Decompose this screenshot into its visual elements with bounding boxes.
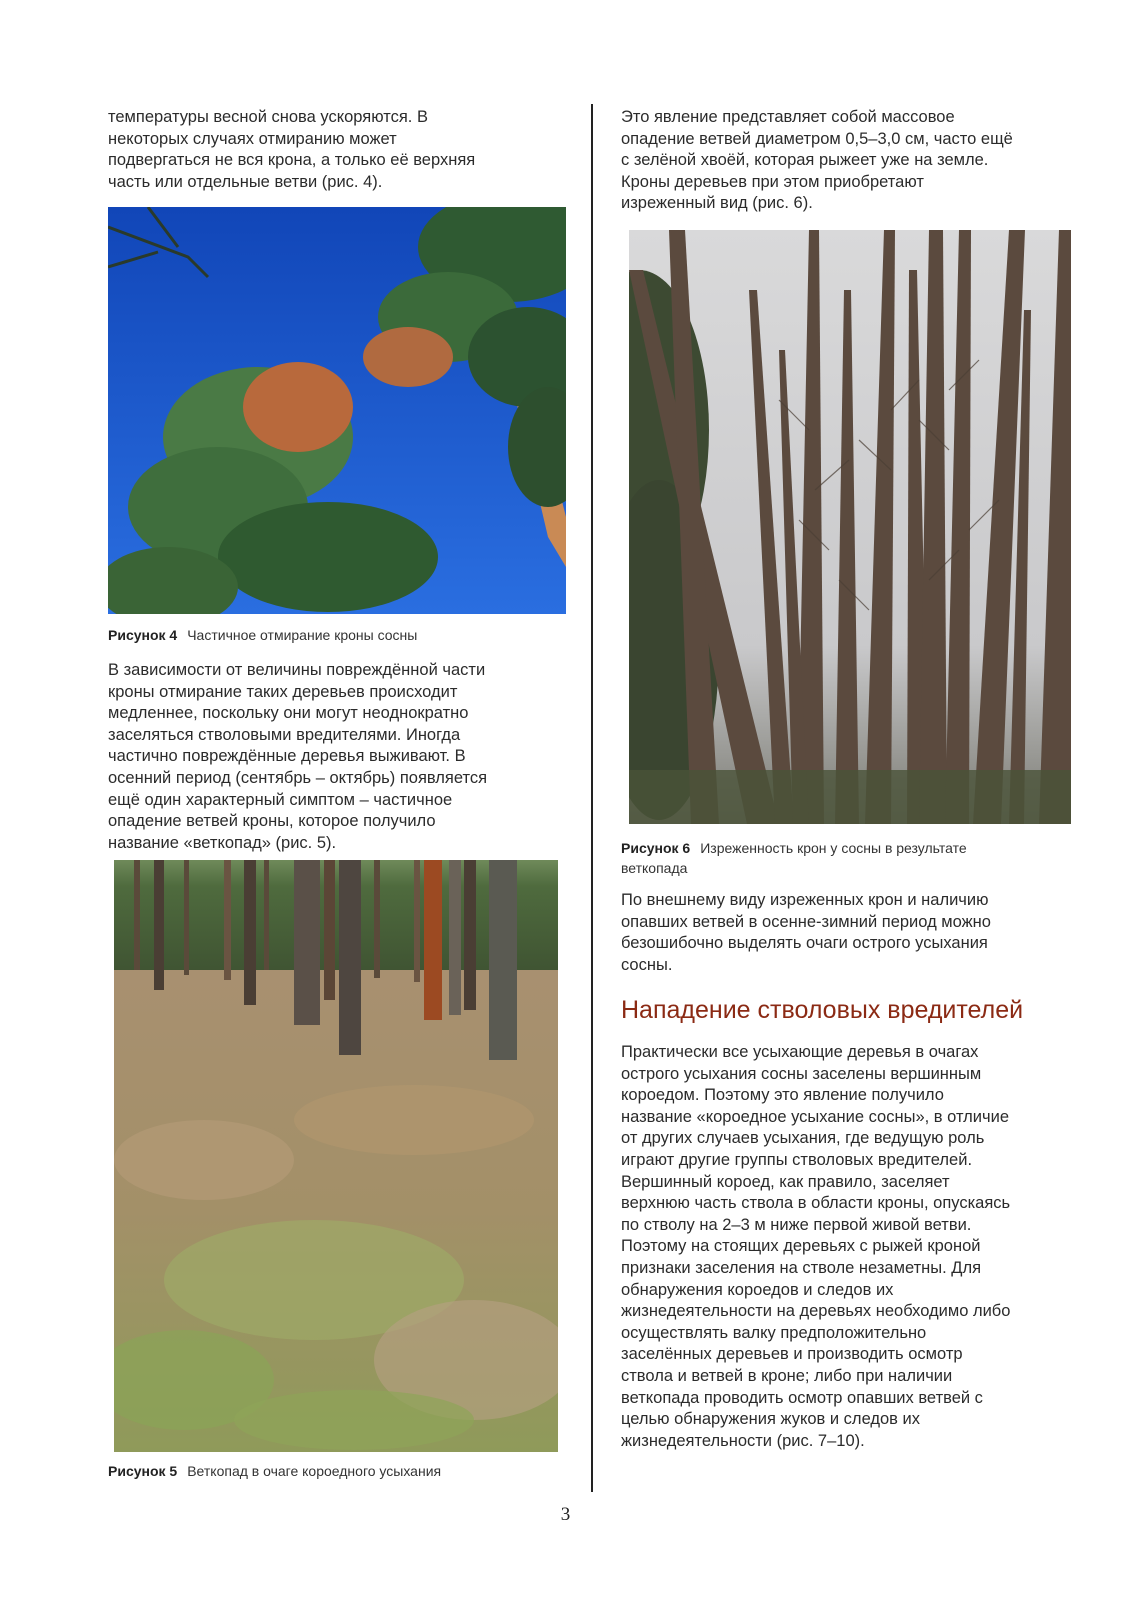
figure-6-text: Изреженность крон у сосны в результате веткопада [621, 840, 967, 876]
figure-4-text: Частичное отмирание кроны сосны [187, 627, 418, 643]
figure-4-caption [108, 625, 578, 645]
right-paragraph-3: Практически все усыхающие деревья в очагах острого усыхания сосны заселены вершинным короедом. Поэтому это явление получило название «короедное усыхание сосны», в отличие от других случаев усыхания, где ведущую роль играют другие группы стволовых вредителей. Вершинный короед, как правило, заселяет верхнюю часть ствола в области кроны, опускаясь по стволу на 2–3 м ниже первой живой ветви. Поэтому на стоящих деревьях с рыжей кроной признаки заселения на стволе незаметны. Для обнаружения короедов и следов их жизнедеятельности на деревьях необходимо либо осуществлять валку предположительно заселённых деревьев и производить осмотр ствола и ветвей в кроне; либо при наличии веткопада проводить осмотр опавших ветвей с целью обнаружения жуков и следов их жизнедеятельности (рис. 7–10). [621, 1043, 1011, 1450]
figure-5-caption [108, 1461, 578, 1481]
figure-6-caption [621, 838, 1091, 878]
figure-6-label: Рисунок 6 [621, 840, 691, 856]
figure-6-photo [629, 230, 1071, 824]
figure-4-photo [108, 207, 566, 614]
section-heading: Нападение стволовых вредителей [621, 996, 1024, 1024]
right-paragraph-1: Это явление представляет собой массовое опадение ветвей диаметром 0,5–3,0 см, часто ещё с зелёной хвоёй, которая рыжеет уже на земле. Кроны деревьев при этом приобретают изреженный вид (рис. 6). [621, 108, 1013, 213]
figure-4-label: Рисунок 4 [108, 627, 178, 643]
left-paragraph-1: температуры весной снова ускоряются. В некоторых случаях отмиранию может подвергаться не вся крона, а только её верхняя часть или отдельные ветви (рис. 4). [108, 108, 476, 191]
page-number: 3 [560, 1504, 571, 1525]
figure-5-text: Веткопад в очаге короедного усыхания [187, 1463, 442, 1479]
figure-5-photo [114, 860, 558, 1452]
left-paragraph-2: В зависимости от величины повреждённой части кроны отмирание таких деревьев происходит медленнее, поскольку они могут неоднократно заселяться стволовыми вредителями. Иногда частично повреждённые деревья выживают. В осенний период (сентябрь – октябрь) появляется ещё один характерный симптом – частичное опадение ветвей кроны, которое получило название «веткопад» (рис. 5). [108, 661, 488, 852]
right-paragraph-2: По внешнему виду изреженных крон и наличию опавших ветвей в осенне-зимний период можно безошибочно выделять очаги острого усыхания сосны. [621, 891, 991, 974]
figure-5-label: Рисунок 5 [108, 1463, 178, 1479]
column-divider [591, 104, 593, 1492]
